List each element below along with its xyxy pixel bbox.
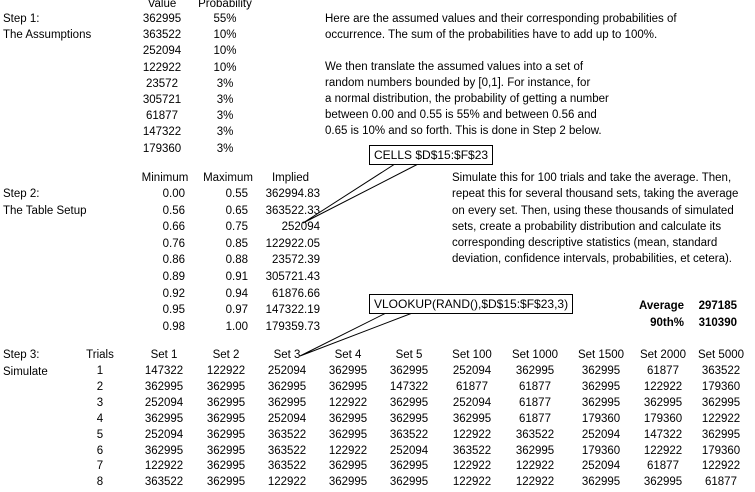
simulated-value: 252094 <box>581 428 621 441</box>
assumption-probability: 10% <box>213 61 237 74</box>
average-value: 297185 <box>698 300 737 312</box>
simulated-value: 122922 <box>144 460 184 473</box>
implied-header: Implied <box>271 172 310 184</box>
simulated-value: 362995 <box>389 476 429 489</box>
assumption-probability: 55% <box>213 13 237 25</box>
implied-value: 362994.83 <box>265 188 320 200</box>
simulated-value: 363522 <box>701 365 741 377</box>
implied-value: 363522.33 <box>265 204 320 217</box>
desc-line: We then translate the assumed values into a set of <box>325 61 584 73</box>
simulated-value: 362995 <box>267 380 307 393</box>
simulated-value: 362995 <box>144 444 184 457</box>
range-maximum: 0.75 <box>225 221 248 234</box>
trial-number: 4 <box>96 412 104 425</box>
simulated-value: 362995 <box>701 428 741 441</box>
set-header: Set 4 <box>334 349 362 361</box>
simulated-value: 122922 <box>515 460 555 473</box>
step1-label: Step 1: <box>3 13 40 25</box>
simulated-value: 61877 <box>456 380 488 393</box>
assumption-value: 252094 <box>142 45 182 58</box>
assumption-probability: 3% <box>216 77 234 90</box>
simulated-value: 122922 <box>328 444 368 457</box>
assumption-probability: 10% <box>213 45 237 58</box>
range-minimum: 0.56 <box>162 204 185 217</box>
simulated-value: 362995 <box>581 396 621 409</box>
set-header: Set 5 <box>395 349 423 361</box>
range-minimum: 0.86 <box>162 254 185 267</box>
range-maximum: 0.88 <box>225 254 248 267</box>
simulated-value: 362995 <box>206 444 246 457</box>
simulated-value: 252094 <box>267 365 307 377</box>
p90-value: 310390 <box>698 317 737 329</box>
simulated-value: 363522 <box>452 444 492 457</box>
assumption-value: 305721 <box>142 94 182 106</box>
range-minimum: 0.95 <box>162 304 185 317</box>
simulated-value: 362995 <box>389 460 429 473</box>
trial-number: 3 <box>96 396 104 409</box>
assumption-value: 23572 <box>146 77 178 90</box>
assumption-probability: 3% <box>216 110 234 123</box>
simulated-value: 363522 <box>389 428 429 441</box>
simulated-value: 179360 <box>701 444 741 457</box>
desc-line: between 0.00 and 0.55 is 55% and between 0.56 and <box>325 109 597 121</box>
desc-line: 0.65 is 10% and so forth. This is done in Step 2 below. <box>325 125 602 137</box>
simulated-value: 362995 <box>328 460 368 473</box>
desc-line: repeat this for several thousand sets, taking the average <box>452 188 739 200</box>
step3-sublabel: Simulate <box>3 366 48 378</box>
trial-number: 5 <box>96 428 104 441</box>
simulated-value: 362995 <box>643 396 683 409</box>
range-maximum: 0.55 <box>225 188 248 200</box>
trial-number: 2 <box>96 380 104 393</box>
range-minimum: 0.92 <box>162 287 185 300</box>
simulated-value: 362995 <box>267 396 307 409</box>
simulated-value: 147322 <box>643 428 683 441</box>
simulated-value: 122922 <box>643 380 683 393</box>
simulated-value: 362995 <box>328 365 368 377</box>
implied-value: 305721.43 <box>265 271 320 283</box>
simulated-value: 122922 <box>452 476 492 489</box>
simulated-value: 363522 <box>144 476 184 489</box>
simulated-value: 362995 <box>581 476 621 489</box>
desc-line: random numbers bounded by [0,1]. For instance, for <box>325 77 591 89</box>
assumption-value: 122922 <box>142 61 182 74</box>
desc-line: Here are the assumed values and their corresponding probabilities of <box>325 13 677 25</box>
vlookup-callout: VLOOKUP(RAND(),$D$15:$F$23,3) <box>369 294 573 314</box>
simulated-value: 363522 <box>267 444 307 457</box>
simulated-value: 362995 <box>144 380 184 393</box>
implied-value: 147322.19 <box>265 304 320 317</box>
range-maximum: 1.00 <box>225 320 248 333</box>
desc-line: on every set. Then, using these thousands of simulated <box>452 205 734 217</box>
range-maximum: 0.97 <box>225 304 248 317</box>
set-header: Set 1 <box>150 349 178 361</box>
simulated-value: 362995 <box>389 396 429 409</box>
set-header: Set 5000 <box>697 349 745 361</box>
simulated-value: 363522 <box>267 428 307 441</box>
simulated-value: 363522 <box>267 460 307 473</box>
simulated-value: 179360 <box>701 380 741 393</box>
simulated-value: 179360 <box>643 412 683 425</box>
desc-line: corresponding descriptive statistics (mean, standard <box>452 237 718 249</box>
set-header: Set 2000 <box>639 349 687 361</box>
simulated-value: 179360 <box>581 412 621 425</box>
simulated-value: 122922 <box>267 476 307 489</box>
simulated-value: 362995 <box>328 476 368 489</box>
simulated-value: 362995 <box>206 428 246 441</box>
trial-number: 6 <box>96 444 104 457</box>
simulated-value: 252094 <box>452 365 492 377</box>
simulated-value: 61877 <box>705 476 737 489</box>
simulated-value: 252094 <box>144 396 184 409</box>
implied-value: 252094 <box>281 221 320 234</box>
implied-value: 23572.39 <box>272 254 320 267</box>
maximum-header: Maximum <box>203 172 253 184</box>
simulated-value: 122922 <box>643 444 683 457</box>
trial-number: 7 <box>96 460 104 473</box>
assumption-probability: 3% <box>216 94 234 106</box>
range-maximum: 0.94 <box>225 287 248 300</box>
set-header: Set 100 <box>452 349 492 361</box>
range-maximum: 0.65 <box>225 204 248 217</box>
set-header: Set 1500 <box>577 349 625 361</box>
simulated-value: 252094 <box>452 396 492 409</box>
simulated-value: 61877 <box>519 412 551 425</box>
average-label: Average <box>639 300 684 312</box>
assumption-probability: 10% <box>213 29 237 42</box>
simulated-value: 61877 <box>519 380 551 393</box>
simulated-value: 122922 <box>452 460 492 473</box>
probability-header: Probability <box>198 0 252 10</box>
cells-callout: CELLS $D$15:$F$23 <box>369 145 493 165</box>
set-header: Set 2 <box>212 349 240 361</box>
assumption-probability: 3% <box>216 142 234 155</box>
simulated-value: 362995 <box>515 365 555 377</box>
range-minimum: 0.89 <box>162 271 185 283</box>
desc-line: Simulate this for 100 trials and take the average. Then, <box>452 172 732 184</box>
desc-line: a normal distribution, the probability of getting a number <box>325 93 609 105</box>
simulated-value: 362995 <box>206 396 246 409</box>
step2-label: Step 2: <box>3 188 40 200</box>
step2-sublabel: The Table Setup <box>3 205 87 217</box>
assumption-probability: 3% <box>216 126 234 139</box>
assumption-value: 363522 <box>142 29 182 42</box>
trials-header: Trials <box>86 349 114 361</box>
simulated-value: 362995 <box>206 412 246 425</box>
simulated-value: 362995 <box>328 380 368 393</box>
simulated-value: 362995 <box>206 380 246 393</box>
simulated-value: 252094 <box>267 412 307 425</box>
assumption-value: 179360 <box>142 142 182 155</box>
simulated-value: 122922 <box>206 365 246 377</box>
step3-label: Step 3: <box>3 349 40 361</box>
simulated-value: 61877 <box>519 396 551 409</box>
set-header: Set 3 <box>273 349 301 361</box>
simulated-value: 362995 <box>206 460 246 473</box>
simulated-value: 122922 <box>701 460 741 473</box>
simulated-value: 362995 <box>144 412 184 425</box>
implied-value: 179359.73 <box>265 320 320 333</box>
simulated-value: 362995 <box>389 412 429 425</box>
simulated-value: 147322 <box>144 365 184 377</box>
simulated-value: 122922 <box>515 476 555 489</box>
range-minimum: 0.98 <box>162 320 185 333</box>
simulated-value: 61877 <box>647 365 679 377</box>
range-minimum: 0.66 <box>162 221 185 234</box>
assumption-value: 362995 <box>142 13 182 25</box>
simulated-value: 362995 <box>328 428 368 441</box>
simulated-value: 252094 <box>389 444 429 457</box>
desc-line: sets, create a probability distribution and calculate its <box>452 221 722 233</box>
value-header: Value <box>147 0 177 10</box>
implied-value: 122922.05 <box>265 237 320 250</box>
assumption-value: 61877 <box>146 110 178 123</box>
simulated-value: 362995 <box>206 476 246 489</box>
simulated-value: 122922 <box>328 396 368 409</box>
desc-line: occurrence. The sum of the probabilities have to add up to 100%. <box>325 29 658 41</box>
simulated-value: 147322 <box>389 380 429 393</box>
simulated-value: 362995 <box>328 412 368 425</box>
simulated-value: 363522 <box>515 428 555 441</box>
desc-line: deviation, confidence intervals, probabilities, et cetera). <box>452 253 732 265</box>
range-minimum: 0.00 <box>162 188 185 200</box>
simulated-value: 362995 <box>701 396 741 409</box>
range-minimum: 0.76 <box>162 237 185 250</box>
p90-label: 90th% <box>650 317 684 329</box>
minimum-header: Minimum <box>141 172 189 184</box>
range-maximum: 0.91 <box>225 271 248 283</box>
range-maximum: 0.85 <box>225 237 248 250</box>
simulated-value: 252094 <box>144 428 184 441</box>
simulated-value: 362995 <box>643 476 683 489</box>
trial-number: 1 <box>96 365 104 377</box>
simulated-value: 362995 <box>581 365 621 377</box>
cells-callout-pointer <box>303 162 422 223</box>
simulated-value: 362995 <box>581 380 621 393</box>
simulated-value: 122922 <box>452 428 492 441</box>
simulated-value: 362995 <box>515 444 555 457</box>
assumption-value: 147322 <box>142 126 182 139</box>
simulated-value: 122922 <box>701 412 741 425</box>
implied-value: 61876.66 <box>272 287 320 300</box>
simulated-value: 61877 <box>647 460 679 473</box>
simulated-value: 362995 <box>452 412 492 425</box>
set-header: Set 1000 <box>511 349 559 361</box>
simulated-value: 362995 <box>389 365 429 377</box>
simulated-value: 179360 <box>581 444 621 457</box>
simulated-value: 252094 <box>581 460 621 473</box>
step1-sublabel: The Assumptions <box>3 29 92 41</box>
trial-number: 8 <box>96 476 104 489</box>
